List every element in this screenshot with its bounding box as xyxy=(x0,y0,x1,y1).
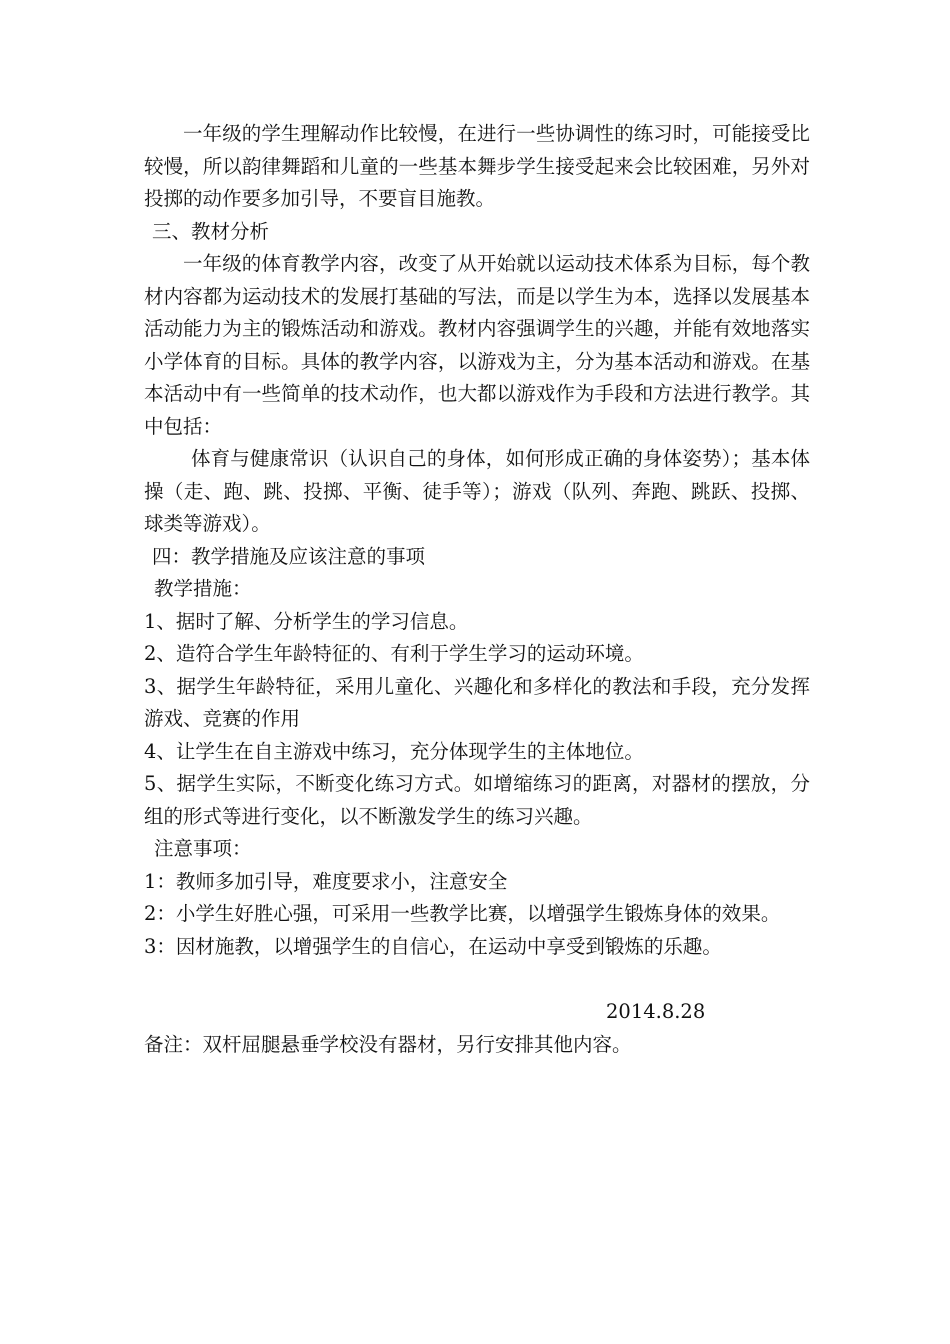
measure-item-2: 2、造符合学生年龄特征的、有利于学生学习的运动环境。 xyxy=(144,642,644,665)
remark-note: 备注：双杆屈腿悬垂学校没有器材，另行安排其他内容。 xyxy=(144,1032,632,1056)
measure-item-5: 5、据学生实际，不断变化练习方式。如增缩练习的距离，对器材的摆放，分组的形式等进行变化，以不断激发学生的练习兴趣。 xyxy=(144,772,810,828)
document-body xyxy=(144,118,810,1061)
note-item-1: 1：教师多加引导，难度要求小，注意安全 xyxy=(144,869,508,893)
paragraph-student-analysis: 一年级的学生理解动作比较慢，在进行一些协调性的练习时，可能接受比较慢，所以韵律舞蹈和儿童的一些基本舞步学生接受起来会比较困难，另外对投掷的动作要多加引导，不要盲目施教。 xyxy=(144,122,810,210)
subheading-notes: 注意事项： xyxy=(154,837,252,860)
paragraph-content-list: 体育与健康常识（认识自己的身体，如何形成正确的身体姿势）；基本体操（走、跑、跳、投掷、平衡、徒手等）；游戏（队列、奔跑、跳跃、投掷、球类等游戏）。 xyxy=(144,447,810,535)
note-item-3: 3：因材施教，以增强学生的自信心，在运动中享受到锻炼的乐趣。 xyxy=(144,934,722,958)
section-heading-material-analysis: 三、教材分析 xyxy=(152,219,270,243)
paragraph-material-analysis: 一年级的体育教学内容，改变了从开始就以运动技术体系为目标，每个教材内容都为运动技术的发展打基础的写法，而是以学生为本，选择以发展基本活动能力为主的锻炼活动和游戏。教材内容强调学生的兴趣，并能有效地落实小学体育的目标。具体的教学内容，以游戏为主，分为基本活动和游戏。在基本活动中有一些简单的技术动作，也大都以游戏作为手段和方法进行教学。其中包括： xyxy=(144,252,810,438)
document-date: 2014.8.28 xyxy=(606,1000,706,1023)
measure-item-3: 3、据学生年龄特征，采用儿童化、兴趣化和多样化的教法和手段，充分发挥游戏、竞赛的作用 xyxy=(144,674,810,730)
note-item-2: 2：小学生好胜心强，可采用一些教学比赛，以增强学生锻炼身体的效果。 xyxy=(144,902,781,925)
section-heading-teaching-measures: 四：教学措施及应该注意的事项 xyxy=(152,544,426,568)
subheading-measures: 教学措施： xyxy=(154,577,252,600)
measure-item-1: 1、据时了解、分析学生的学习信息。 xyxy=(144,609,469,633)
measure-item-4: 4、让学生在自主游戏中练习，充分体现学生的主体地位。 xyxy=(144,739,644,763)
